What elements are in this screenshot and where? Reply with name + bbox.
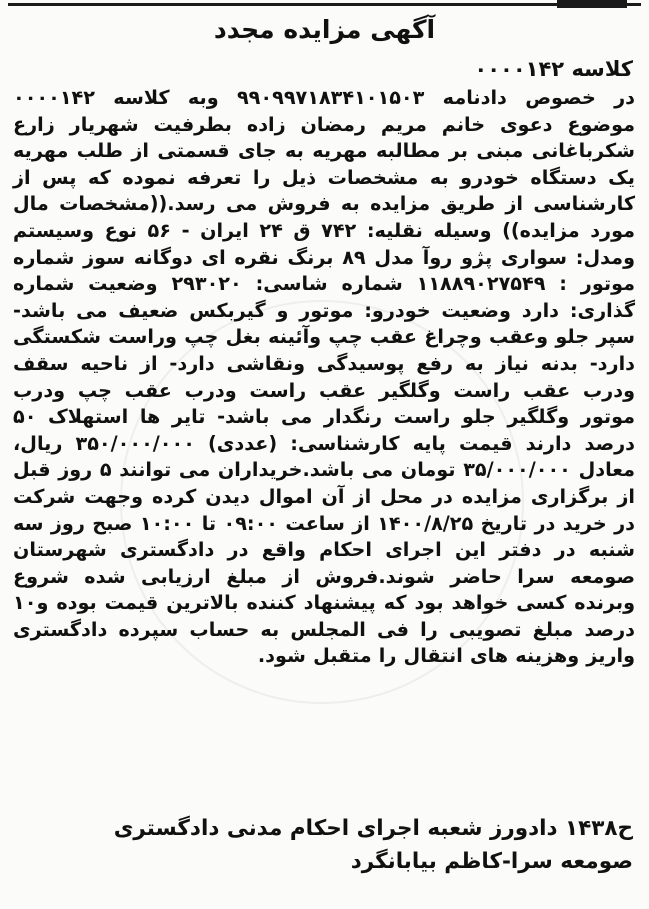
signature-line-2: صومعه سرا-کاظم بیابانگرد xyxy=(350,849,633,874)
notice-title: آگهی مزایده مجدد xyxy=(213,15,436,44)
top-border-tab xyxy=(557,0,627,8)
signature-line-1: ح۱۴۳۸ دادورز شعبه اجرای احکام مدنی دادگستری xyxy=(113,816,633,841)
case-number: کلاسه ۰۰۰۰۱۴۲ xyxy=(474,57,633,81)
notice-body: در خصوص دادنامه ۹۹۰۹۹۷۱۸۳۴۱۰۱۵۰۳ وبه کلاسه ۰۰۰۰۱۴۲ موضوع دعوی خانم مریم رمضان زاده بطرفیت شهریار زارع شکرباغانی مبنی بر مطالبه مهریه به جای قسمتی از طلب مهریه یک دستگاه خودرو به مشخصات ذیل را تعرفه نموده که پس از کارشناسی از طریق مزایده به فروش می رسد.((مشخصات مال مورد مزایده)) وسیله نقلیه: ۷۴۲ ق ۲۴ ایران - ۵۶ نوع وسیستم ومدل: سواری پژو روآ مدل ۸۹ برنگ نقره ای دوگانه سوز شماره موتور : ۱۱۸۸۹۰۲۷۵۴۹ شماره شاسی: ۲۹۳۰۲۰ وضعیت شماره گذاری: دارد وضعیت خودرو: موتور و گیربکس ضعیف می باشد- سپر جلو وعقب وچراغ عقب چپ وآئینه بغل چپ وراست شکستگی دارد- بدنه نیاز به رفع پوسیدگی ونقاشی دارد- از ناحیه سقف ودرب عقب راست وگلگیر عقب راست ودرب عقب چپ ودرب موتور وگلگیر جلو راست رنگدار می باشد- تایر ها استهلاک ۵۰ درصد دارند قیمت پایه کارشناسی: (عددی) ۳۵۰/۰۰۰/۰۰۰ ریال، معادل ۳۵/۰۰۰/۰۰۰ تومان می باشد.خریداران می توانند ۵ روز قبل از برگزاری مزایده در محل از آن اموال دیدن کرده وجهت شرکت در خرید در تاریخ ۱۴۰۰/۸/۲۵ از ساعت ۰۹:۰۰ تا ۱۰:۰۰ صبح روز سه شنبه در دفتر این اجرای احکام واقع در دادگستری شهرستان صومعه سرا حاضر شوند.فروش از مبلغ ارزیابی شده شروع وبرنده کسی خواهد بود که پیشنهاد کننده بالاترین قیمت بوده و۱۰ درصد مبلغ تصویبی را فی المجلس به حساب سپرده دادگستری واریز وهزینه های انتقال را متقبل شود. xyxy=(13,86,636,668)
top-border-rule xyxy=(8,3,641,6)
notice-signature xyxy=(13,812,633,878)
